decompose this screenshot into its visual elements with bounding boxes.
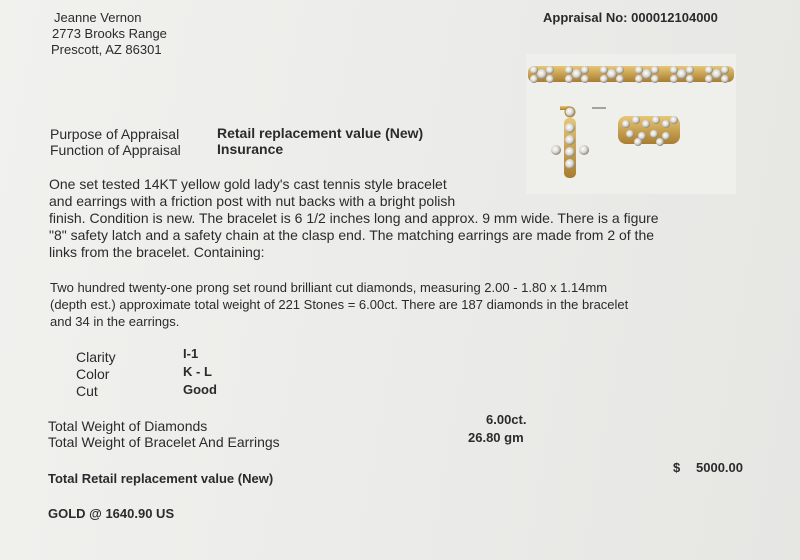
stones-line: Two hundred twenty-one prong set round brilliant cut diamonds, measuring 2.00 - 1.80 x 1.14mm [50, 280, 608, 295]
retail-value-label: Total Retail replacement value (New) [48, 471, 274, 486]
total-weight-diamonds-value: 6.00ct. [486, 412, 527, 427]
appraisal-number: Appraisal No: 000012104000 [543, 10, 718, 25]
total-weight-bracelet-value: 26.80 gm [468, 430, 524, 445]
retail-value-amount: 5000.00 [696, 460, 743, 475]
description-line: "8" safety latch and a safety chain at the clasp end. The matching earrings are made from 2 of the [49, 227, 655, 243]
description-line: One set tested 14KT yellow gold lady's cast tennis style bracelet [49, 176, 447, 192]
appraiser-name: Jeanne Vernon [54, 10, 142, 25]
gold-price-line: GOLD @ 1640.90 US [48, 506, 175, 521]
clarity-label: Clarity [76, 349, 116, 365]
jewelry-photo [526, 54, 736, 194]
description-line: links from the bracelet. Containing: [49, 244, 265, 260]
retail-currency-symbol: $ [673, 460, 681, 475]
purpose-value: Retail replacement value (New) [217, 125, 424, 141]
stones-line: and 34 in the earrings. [50, 314, 180, 329]
cut-label: Cut [76, 383, 98, 399]
purpose-label: Purpose of Appraisal [50, 126, 180, 142]
function-value: Insurance [217, 141, 284, 157]
bracelet-image [528, 66, 734, 83]
function-label: Function of Appraisal [50, 142, 181, 158]
color-value: K - L [183, 364, 212, 379]
total-weight-diamonds-label: Total Weight of Diamonds [48, 418, 208, 434]
earring-cluster-image [618, 116, 680, 146]
description-line: and earrings with a friction post with nut backs with a bright polish [49, 193, 456, 209]
color-label: Color [76, 366, 110, 382]
appraiser-address-line1: 2773 Brooks Range [52, 26, 167, 41]
appraiser-address-line2: Prescott, AZ 86301 [51, 42, 162, 57]
stones-line: (depth est.) approximate total weight of 221 Stones = 6.00ct. There are 187 diamonds in the bracelet [50, 297, 629, 312]
description-line: finish. Condition is new. The bracelet is 6 1/2 inches long and approx. 9 mm wide. There is a figure [49, 210, 659, 226]
clarity-value: I-1 [183, 346, 199, 361]
cut-value: Good [183, 382, 217, 397]
total-weight-bracelet-label: Total Weight of Bracelet And Earrings [48, 434, 280, 450]
